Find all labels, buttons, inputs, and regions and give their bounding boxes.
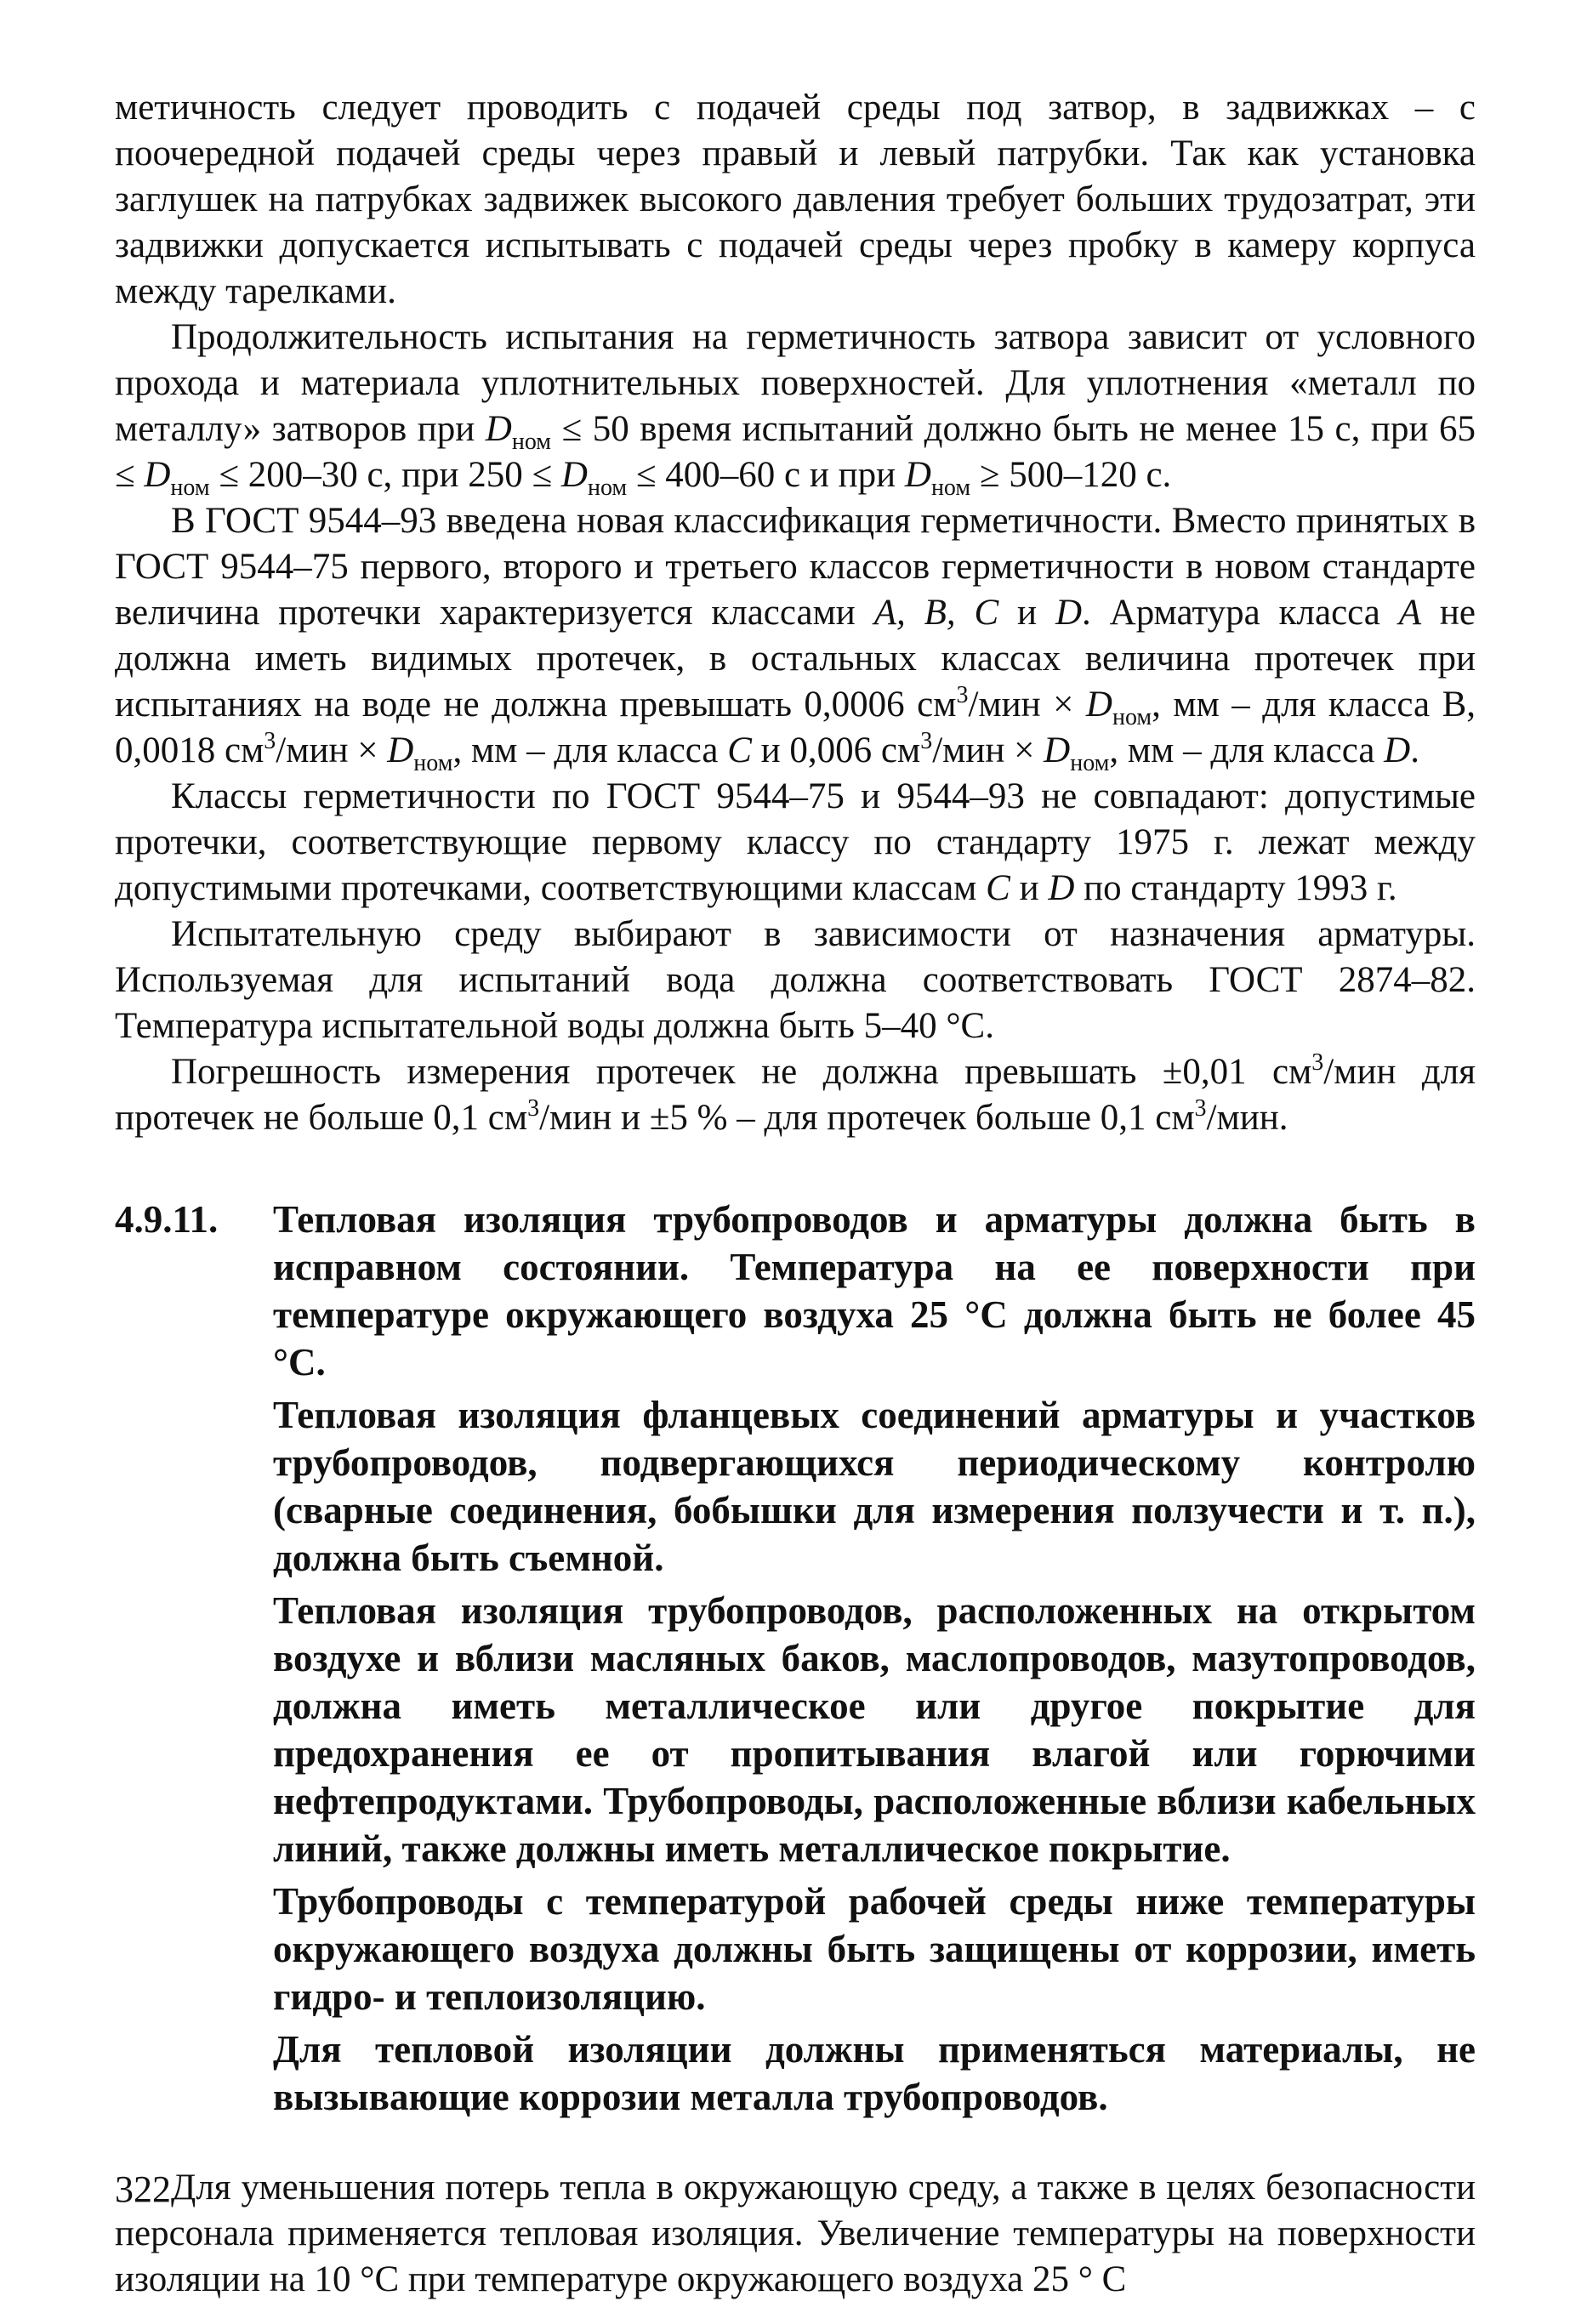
clause-body <box>273 1196 1476 2121</box>
clause-paragraph: Трубопроводы с температурой рабочей среды ниже температуры окружающего воздуха должны быть защищены от коррозии, иметь гидро- и теплоизоляцию. <box>273 1880 1476 2018</box>
paragraph-continuation: метичность следует проводить с подачей среды под затвор, в задвижках – с поочередной подачей среды через правый и левый патрубки. Так как установка заглушек на патрубках задвижек высокого давления требует больших трудозатрат, эти задвижки допускается испытывать с подачей среды через пробку в камеру корпуса между тарелками. <box>115 88 1476 311</box>
clause-number: 4.9.11. <box>115 1198 219 1241</box>
page-content <box>115 85 1476 2303</box>
paragraph-classes-mismatch: Классы герметичности по ГОСТ 9544–75 и 9544–93 не совпадают: допустимые протечки, соответствующие первому классу по стандарту 1975 г. лежат между допустимыми протечками, соответствующими классам C и D по стандарту 1993 г. <box>115 776 1476 908</box>
clause-paragraph: Для тепловой изоляции должны применяться материалы, не вызывающие коррозии металла трубопроводов. <box>273 2028 1476 2118</box>
paragraph-thermal-insulation: Для уменьшения потерь тепла в окружающую среду, а также в целях безопасности персонала применяется тепловая изоляция. Увеличение температуры на поверхности изоляции на 10 °С при температуре окружающего воздуха 25 ° С <box>115 2168 1476 2299</box>
clause-paragraph: Тепловая изоляция трубопроводов, расположенных на открытом воздухе и вблизи масляных баков, маслопроводов, мазутопроводов, должна иметь металлическое или другое покрытие для предохранения ее от пропитывания влагой или горючими нефтепродуктами. Трубопроводы, расположенные вблизи кабельных линий, также должны иметь металлическое покрытие. <box>273 1589 1476 1870</box>
paragraph-test-duration: Продолжительность испытания на герметичность затвора зависит от условного прохода и материала уплотнительных поверхностей. Для уплотнения «металл по металлу» затворов при $D_{ном} \le 50$ время испытаний должно быть не менее 15 с, при $65 \le D_{ном} \le 200-30$ с, при $250 \le D_{ном} \le 400-60$ с и при $D_{ном} \ge 500-120$ с. <box>115 317 1476 501</box>
paragraph-test-medium: Испытательную среду выбирают в зависимости от назначения арматуры. Используемая для испытаний вода должна соответствовать ГОСТ 2874–82. Температура испытательной воды должна быть 5–40 °С. <box>115 914 1476 1046</box>
clause-paragraph: Тепловая изоляция трубопроводов и арматуры должна быть в исправном состоянии. Температура на ее поверхности при температуре окружающего воздуха 25 °С должна быть не более 45 °С. <box>273 1198 1476 1384</box>
page-number: 322 <box>115 2168 171 2210</box>
paragraph-gost-classification: В ГОСТ 9544–93 введена новая классификация герметичности. Вместо принятых в ГОСТ 9544–75 первого, второго и третьего классов герметичности в новом стандарте величина протечки характеризуется классами A, B, C и D. Арматура класса A не должна иметь видимых протечек, в остальных классах величина протечек при испытаниях на воде не должна превышать 0,0006 $см^3$/мин × $D_{ном}$, мм – для класса В, 0,0018 $см^3$/мин × $D_{ном}$, мм – для класса C и 0,006 $см^3$/мин × $D_{ном}$, мм – для класса D. <box>115 501 1476 776</box>
paragraph-measurement-error: Погрешность измерения протечек не должна превышать ±0,01 $см^3$/мин для протечек не больше 0,1 $см^3$/мин и ±5 % – для протечек больше 0,1 $см^3$/мин. <box>115 1049 1476 1138</box>
clause-paragraph: Тепловая изоляция фланцевых соединений арматуры и участков трубопроводов, подвергающихся периодическому контролю (сварные соединения, бобышки для измерения ползучести и т. п.), должна быть съемной. <box>273 1394 1476 1579</box>
clause-4-9-11 <box>115 1196 1476 2121</box>
